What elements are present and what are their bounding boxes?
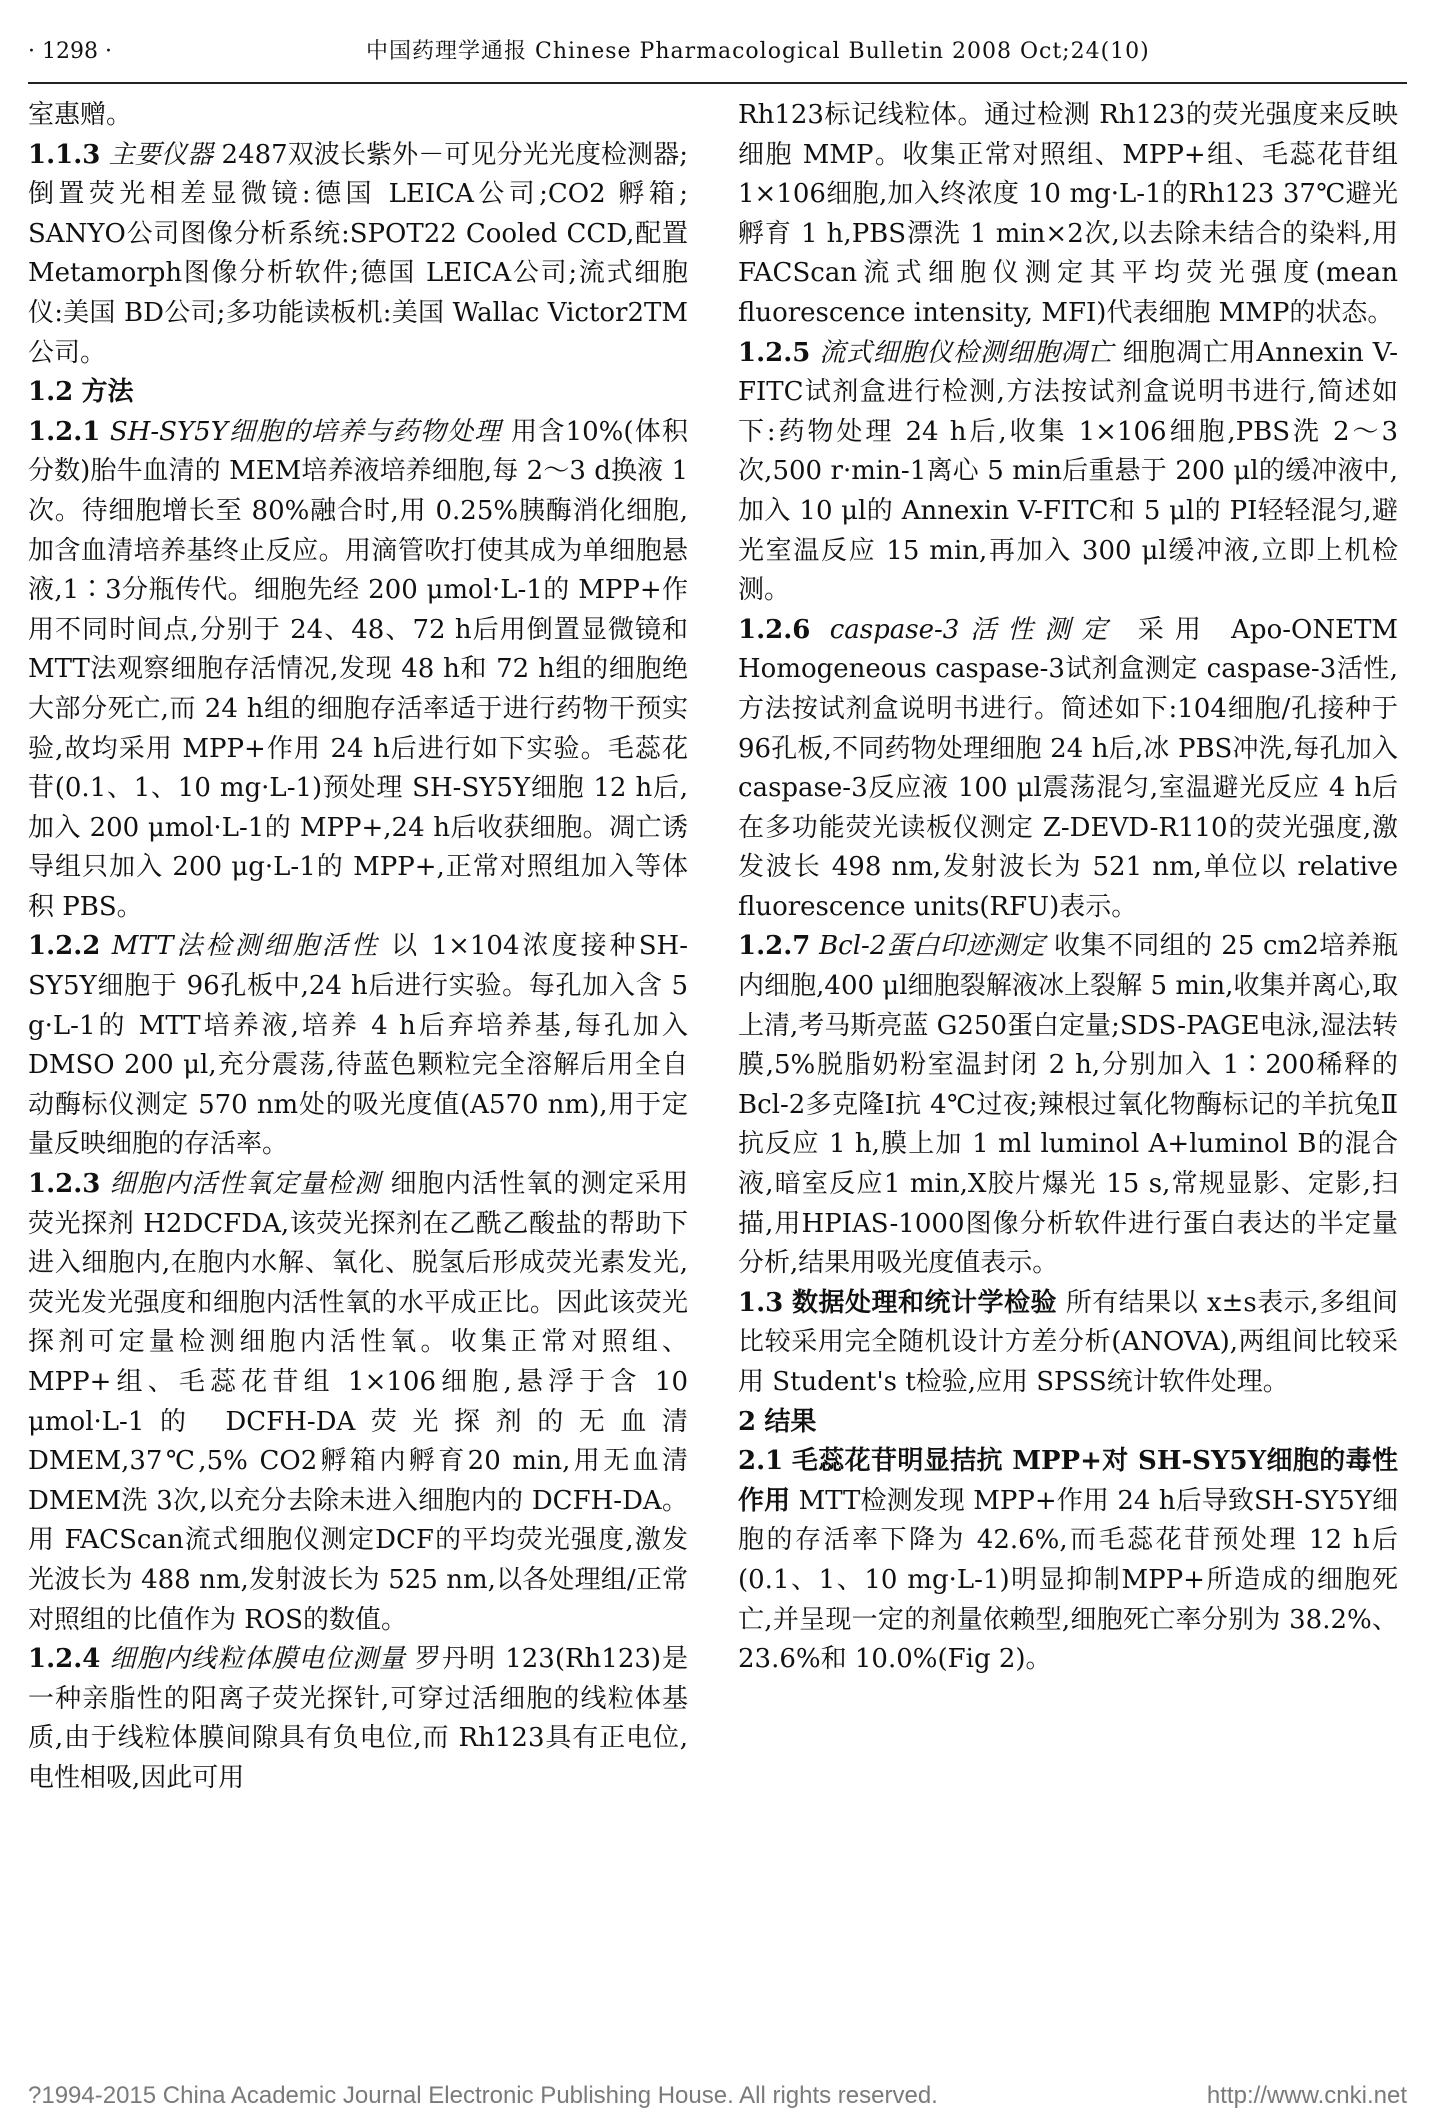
page-number: · 1298 · [28,39,112,64]
copyright-notice: ?1994-2015 China Academic Journal Electronic Publishing House. All rights reserved. [28,2082,938,2109]
section-title: 主要仪器 [108,139,214,170]
section-number: 1.2.6 [738,614,811,645]
section-number: 1.2.3 [28,1169,101,1200]
paragraph-text: Rh123标记线粒体。通过检测 Rh123的荧光强度来反映细胞 MMP。收集正常对照组、MPP+组、毛蕊花苷组 1×106细胞,加入终浓度 10 mg·L-1的Rh123 37℃避光孵育 1 h,PBS漂洗 1 min×2次,以去除未结合的染料,用 FACScan流式细胞仪测定其平均荧光强度(mean fluorescence intensity, MFI)代表细胞 MMP的状态。 [738,100,1398,328]
section-title: Bcl-2蛋白印迹测定 [819,931,1046,962]
paragraph [28,1640,688,1798]
paragraph-text: 收集不同组的 25 cm2培养瓶内细胞,400 μl细胞裂解液冰上裂解 5 min,收集并离心,取上清,考马斯亮蓝 G250蛋白定量;SDS-PAGE电泳,湿法转膜,5%脱脂奶粉室温封闭 2 h,分别加入 1∶200稀释的 Bcl-2多克隆Ⅰ抗 4℃过夜;辣根过氧化物酶标记的羊抗兔Ⅱ抗反应 1 h,膜上加 1 ml luminol A+luminol B的混合液,暗室反应1 min,X胶片爆光 15 s,常规显影、定影,扫描,用HPIAS-1000图像分析软件进行蛋白表达的半定量分析,结果用吸光度值表示。 [738,931,1399,1279]
paragraph-text: 所有结果以 x±s表示,多组间比较采用完全随机设计方差分析(ANOVA),两组间比较采用 Student's t检验,应用 SPSS统计软件处理。 [738,1287,1399,1397]
paragraph-text: 用含10%(体积分数)胎牛血清的 MEM培养液培养细胞,每 2～3 d换液 1次。待细胞增长至 80%融合时,用 0.25%胰酶消化细胞,加含血清培养基终止反应。用滴管吹打使其成为单细胞悬液,1∶3分瓶传代。细胞先经 200 μmol·L-1的 MPP+作用不同时间点,分别于 24、48、72 h后用倒置显微镜和 MTT法观察细胞存活情况,发现 48 h和 72 h组的细胞绝大部分死亡,而 24 h组的细胞存活率适于进行药物干预实验,故均采用 MPP+作用 24 h后进行如下实验。毛蕊花苷(0.1、1、10 mg·L-1)预处理 SH-SY5Y细胞 12 h后,加入 200 μmol·L-1的 MPP+,24 h后收获细胞。凋亡诱导组只加入 200 μg·L-1的 MPP+,正常对照组加入等体积 PBS。 [28,416,689,922]
page-footer [28,2080,1407,2112]
section-title: 流式细胞仪检测细胞凋亡 [819,337,1114,368]
section-number: 1.2.7 [738,931,811,962]
paragraph [738,927,1398,1283]
paragraph-text: 室惠赠。 [28,100,133,130]
paragraph [28,136,688,374]
section-number: 2.1 [738,1446,784,1477]
paragraph [738,334,1398,611]
paragraph-text: 细胞凋亡用Annexin V-FITC试剂盒进行检测,方法按试剂盒说明书进行,简述如下:药物处理 24 h后,收集 1×106细胞,PBS洗 2～3次,500 r·min-1离心 5 min后重悬于 200 μl的缓冲液中,加入 10 μl的 Annexin V-FITC和 5 μl的 PI轻轻混匀,避光室温反应 15 min,再加入 300 μl缓冲液,立即上机检测。 [738,337,1398,606]
section-heading: 数据处理和统计学检验 [792,1287,1057,1318]
header-rule [28,82,1407,84]
section-number: 1.2.2 [28,931,101,962]
paragraph [738,1284,1398,1403]
section-title: 细胞内活性氧定量检测 [109,1169,382,1200]
right-column [738,96,1398,1680]
section-heading: 方法 [81,377,134,408]
section-number: 1.2 [28,377,74,408]
cnki-url: http://www.cnki.net [1206,2082,1407,2109]
paragraph-text: 细胞内活性氧的测定采用荧光探剂 H2DCFDA,该荧光探剂在乙酰乙酸盐的帮助下进入细胞内,在胞内水解、氧化、脱氢后形成荧光素发光,荧光发光强度和细胞内活性氧的水平成正比。因此该荧光探剂可定量检测细胞内活性氧。收集正常对照组、MPP+组、毛蕊花苷组 1×106细胞,悬浮于含 10 μmol·L-1的 DCFH-DA荧光探剂的无血清 DMEM,37℃,5% CO2孵箱内孵育20 min,用无血清 DMEM洗 3次,以充分去除未进入细胞内的 DCFH-DA。用 FACScan流式细胞仪测定DCF的平均荧光强度,激发光波长为 488 nm,发射波长为 525 nm,以各处理组/正常对照组的比值作为 ROS的数值。 [28,1169,688,1635]
section-number: 1.2.1 [28,416,101,447]
paragraph-text: 罗丹明 123(Rh123)是一种亲脂性的阳离子荧光探针,可穿过活细胞的线粒体基质,由于线粒体膜间隙具有负电位,而 Rh123具有正电位,电性相吸,因此可用 [28,1644,688,1793]
section-heading: 毛蕊花苷明显拮抗 MPP+对 SH-SY5Y细胞的毒性作用 [738,1446,1398,1516]
section-title: caspase-3活性测定 [829,614,1119,645]
section-title: 细胞内线粒体膜电位测量 [109,1644,406,1675]
paragraph [28,96,688,136]
journal-citation: 中国药理学通报 Chinese Pharmacological Bulletin 2008 Oct;24(10) [366,39,1150,64]
paragraph [28,373,688,413]
paragraph [738,611,1398,928]
paragraph-text: 以 1×104浓度接种SH-SY5Y细胞于 96孔板中,24 h后进行实验。每孔加入含 5 g·L-1的 MTT培养液,培养 4 h后弃培养基,每孔加入 DMSO 200 μl,充分震荡,待蓝色颗粒完全溶解后用全自动酶标仪测定 570 nm处的吸光度值(A570 nm),用于定量反映细胞的存活率。 [28,931,688,1160]
paragraph [738,1442,1398,1680]
section-heading: 结果 [764,1406,817,1437]
left-column [28,96,688,1799]
section-number: 1.1.3 [28,139,101,170]
section-number: 2 [738,1406,757,1437]
section-number: 1.2.5 [738,337,811,368]
paragraph-text: 2487双波长紫外－可见分光光度检测器;倒置荧光相差显微镜:德国 LEICA公司;CO2 孵箱; SANYO公司图像分析系统:SPOT22 Cooled CCD,配置 Metamorph图像分析软件;德国 LEICA公司;流式细胞仪:美国 BD公司;多功能读板机:美国 Wallac Victor2TM公司。 [28,139,689,368]
section-number: 1.3 [738,1287,784,1318]
paragraph [28,1165,688,1640]
paragraph-text: 采用 Apo-ONETM Homogeneous caspase-3试剂盒测定 caspase-3活性,方法按试剂盒说明书进行。简述如下:104细胞/孔接种于 96孔板,不同药物处理细胞 24 h后,冰 PBS冲洗,每孔加入 caspase-3反应液 100 μl震荡混匀,室温避光反应 4 h后在多功能荧光读板仪测定 Z-DEVD-R110的荧光强度,激发波长 498 nm,发射波长为 521 nm,单位以 relative fluorescence units(RFU)表示。 [738,614,1399,922]
section-title: MTT法检测细胞活性 [111,931,380,962]
paragraph-text: MTT检测发现 MPP+作用 24 h后导致SH-SY5Y细胞的存活率下降为 42.6%,而毛蕊花苷预处理 12 h后(0.1、1、10 mg·L-1)明显抑制MPP+所造成的细胞死亡,并呈现一定的剂量依赖型,细胞死亡率分别为 38.2%、23.6%和 10.0%(Fig 2)。 [738,1485,1398,1675]
running-header [28,30,1407,74]
section-title: SH-SY5Y细胞的培养与药物处理 [109,416,502,447]
paragraph [28,927,688,1165]
paragraph [28,413,688,928]
paragraph [738,96,1398,334]
paragraph [738,1403,1398,1443]
section-number: 1.2.4 [28,1644,101,1675]
